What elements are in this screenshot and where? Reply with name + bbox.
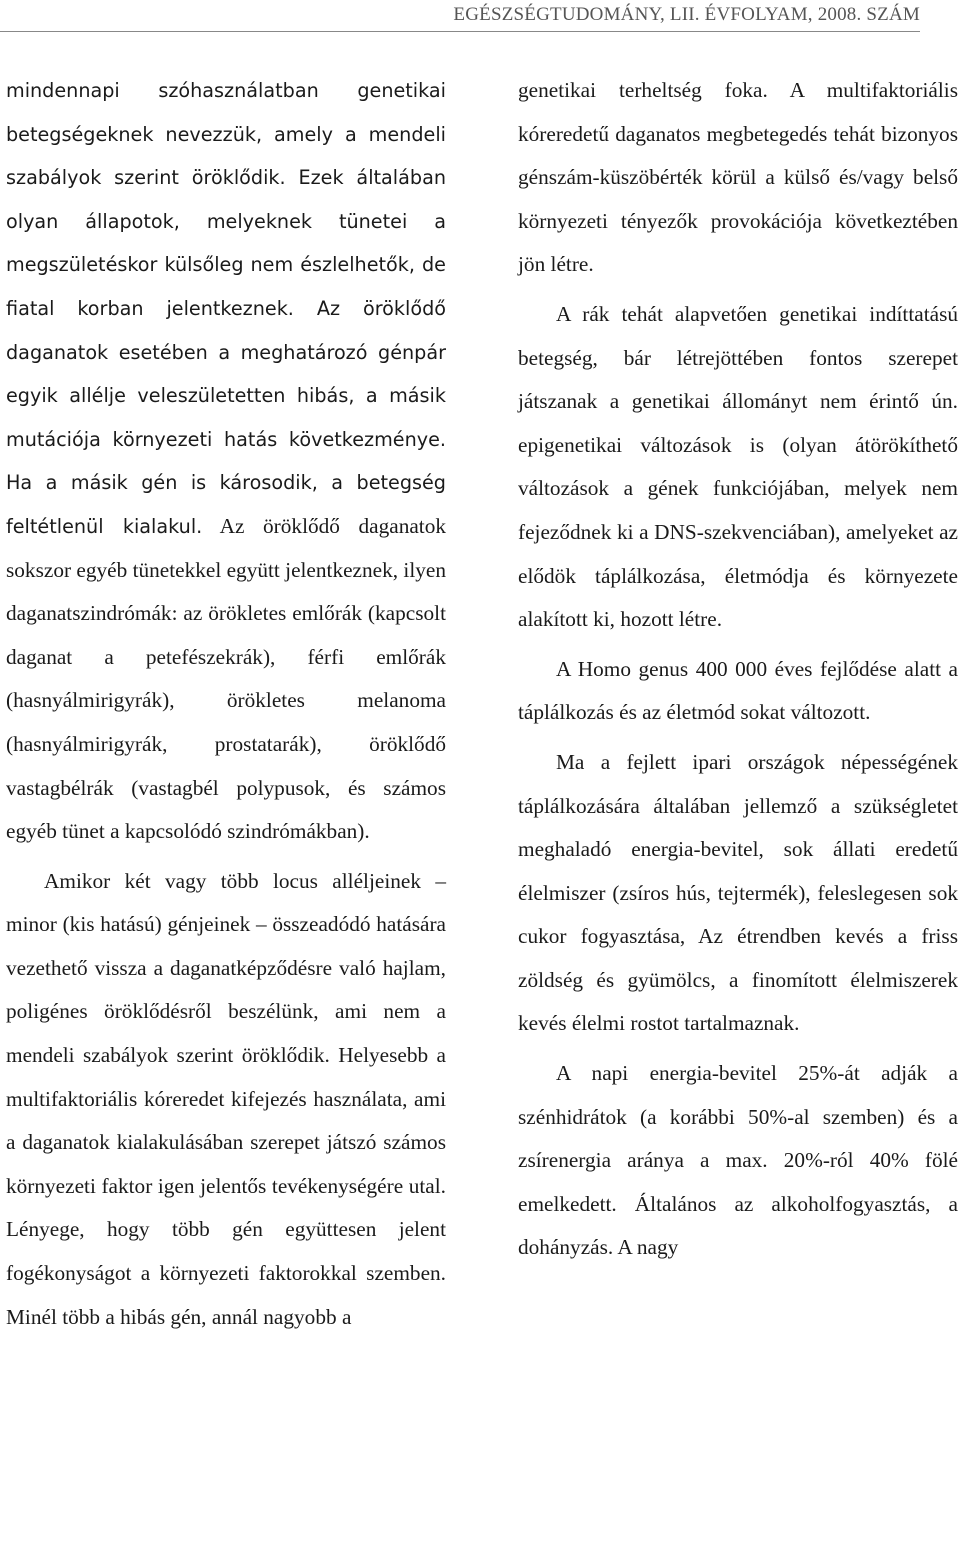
right-paragraph-5: A napi energia-bevitel 25%-át adják a szénhidrátok (a korábbi 50%-al szemben) és a zsírenergia aránya a max. 20%-ról 40% fölé emelkedett. Általános az alkoholfogyasztás, a dohányzás. A nagy — [518, 1061, 958, 1260]
right-paragraph-2: A rák tehát alapvetően genetikai indíttatású betegség, bár létrejöttében fontos szerepet játszanak a genetikai állományt nem érintő ún. epigenetikai változások is (olyan átörökíthető változások a gének funkciójában, melyek nem fejeződnek ki a DNS-szekvenciában), amelyeket az elődök táplálkozása, életmódja és környezete alakított ki, hozott létre. — [518, 301, 958, 632]
left-column — [6, 69, 446, 1345]
right-paragraph-3: A Homo genus 400 000 éves fejlődése alatt a táplálkozás és az életmód sokat változott. — [518, 656, 958, 725]
left-paragraph-1-serif-text: Az öröklődő daganatok sokszor egyéb tünetekkel együtt jelentkeznek, ilyen daganatszindrómák: az örökletes emlőrák (kapcsolt daganat a petefészekrák), férfi emlőrák (hasnyálmirigyrák), örökletes melanoma (hasnyálmirigyrák, prostatarák), öröklődő vastagbélrák (vastagbél polypusok, és számos egyéb tünet a kapcsolódó szindrómákban). — [6, 513, 447, 844]
right-paragraph-4: Ma a fejlett ipari országok népességének táplálkozására általában jellemző a szükségletet meghaladó energia-bevitel, sok állati eredetű élelmiszer (zsíros hús, tejtermék), feleslegesen sok cukor fogyasztása, Az étrendben kevés a friss zöldség és gyümölcs, a finomított élelmiszerek kevés élelmi rostot tartalmaznak. — [518, 749, 958, 1036]
right-column — [518, 69, 958, 1276]
left-paragraph-1-sans-text: mindennapi szóhasználatban genetikai betegségeknek nevezzük, amely a mendeli szabályok szerint öröklődik. Ezek általában olyan állapotok, melyeknek tünetei a megszületéskor külsőleg nem észlelhetők, de fiatal korban jelentkeznek. Az öröklődő daganatok esetében a meghatározó génpár egyik allélje veleszületetten hibás, a másik mutációja környezeti hatás következménye. Ha a másik gén is károsodik, a betegség feltétlenül kialakul. — [6, 79, 446, 538]
left-paragraph-1 — [6, 69, 446, 854]
running-header: EGÉSZSÉGTUDOMÁNY, LII. ÉVFOLYAM, 2008. SZÁM — [453, 4, 920, 25]
right-paragraph-1: genetikai terheltség foka. A multifaktoriális kóreredetű daganatos megbetegedés tehát bizonyos génszám-küszöbérték körül a külső és/vagy belső környezeti tényezők provokációja következtében jön létre. — [518, 78, 958, 277]
left-paragraph-2: Amikor két vagy több locus alléljeinek – minor (kis hatású) génjeinek – összeadódó hatására vezethető vissza a daganatképződésre való hajlam, poligénes öröklődésről beszélünk, ami nem a mendeli szabályok szerint öröklődik. Helyesebb a multifaktoriális kóreredet kifejezés használata, ami a daganatok kialakulásában szerepet játszó számos környezeti faktor igen jelentős tevékenységére utal. Lényege, hogy több gén együttesen jelent fogékonyságot a környezeti faktorokkal szemben. Minél több a hibás gén, annál nagyobb a — [6, 868, 446, 1329]
header-rule — [0, 31, 920, 32]
